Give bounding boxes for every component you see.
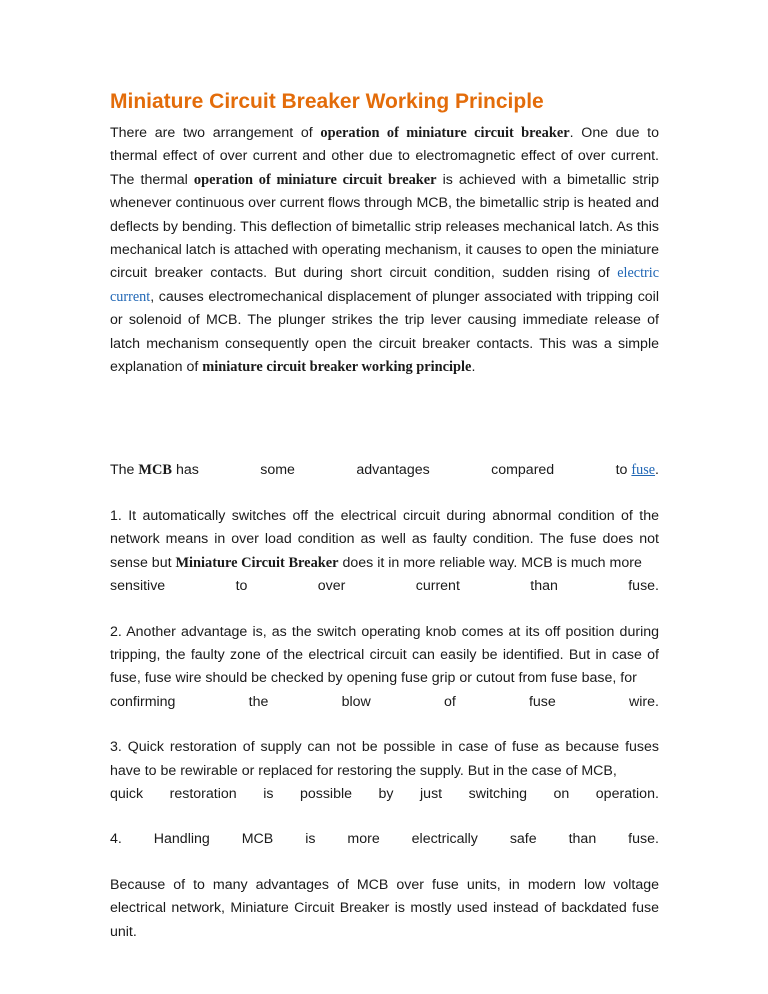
advantages-intro-line	[110, 459, 659, 482]
intro-text-3: is achieved with a bimetallic strip whenever continuous over current flows through MCB, the bimetallic strip is heated and deflects by bending. This deflection of bimetallic strip releases mechanical latch. As this mechanical latch is attached with operating mechanism, it causes to open the miniature circuit breaker contacts. But during short circuit condition, sudden rising of	[110, 171, 660, 282]
electric-current-link[interactable]: electric current	[110, 265, 659, 305]
point-2-last-line: confirming the blow of fuse wire.	[110, 693, 659, 710]
fuse-link[interactable]: fuse	[631, 462, 656, 479]
adv-word: some	[260, 462, 295, 479]
intro-text-4: , causes electromechanical displacement of plunger associated with tripping coil or solenoid of MCB. The plunger strikes the trip lever causing immediate release of latch mechanism consequently open the circuit breaker contacts. This was a simple explanation of	[110, 288, 659, 376]
point-1-paragraph: 1. It automatically switches off the electrical circuit during abnormal condition of the network means in over load condition as well as faulty condition. The fuse does not sense but Miniature Circuit Breaker does it in more reliable way. MCB is much more	[110, 507, 659, 571]
adv-word-the-mcb-has: The MCB has	[110, 462, 199, 479]
adv-word-to-fuse: to fuse.	[615, 462, 659, 479]
intro-text-1: There are two arrangement of	[110, 125, 321, 141]
point-4-line: 4. Handling MCB is more electrically safe than fuse.	[110, 831, 659, 848]
document-page	[110, 88, 659, 944]
intro-paragraph	[110, 122, 659, 379]
point-1-last-line: sensitive to over current than fuse.	[110, 578, 659, 595]
mcb-bold: MCB	[138, 462, 172, 479]
page-title: Miniature Circuit Breaker Working Principle	[110, 90, 544, 113]
intro-text-2: . One due to thermal effect of over current and other due to electromagnetic effect of over current. The thermal	[110, 125, 659, 188]
intro-bold-1: operation of miniature circuit breaker	[320, 125, 570, 141]
adv-word: compared	[491, 462, 555, 479]
intro-bold-3: miniature circuit breaker working principle	[202, 359, 472, 376]
point-3-paragraph: 3. Quick restoration of supply can not be possible in case of fuse as because fuses have to be rewirable or replaced for restoring the supply. But in the case of MCB,	[110, 739, 659, 779]
point-2-paragraph: 2. Another advantage is, as the switch operating knob comes at its off position during tripping, the faulty zone of the electrical circuit can easily be identified. But in case of fuse, fuse wire should be checked by opening fuse grip or cutout from fuse base, for	[110, 623, 659, 687]
adv-word: advantages	[356, 462, 430, 479]
intro-bold-2: operation of miniature circuit breaker	[193, 171, 437, 188]
conclusion-paragraph: Because of to many advantages of MCB over fuse units, in modern low voltage electrical network, Miniature Circuit Breaker is mostly used instead of backdated fuse unit.	[110, 876, 659, 940]
mcb-fullname-bold: Miniature Circuit Breaker	[175, 554, 339, 571]
intro-text-5: .	[471, 359, 476, 376]
point-3-last-line: quick restoration is possible by just switching on operation.	[110, 785, 659, 802]
